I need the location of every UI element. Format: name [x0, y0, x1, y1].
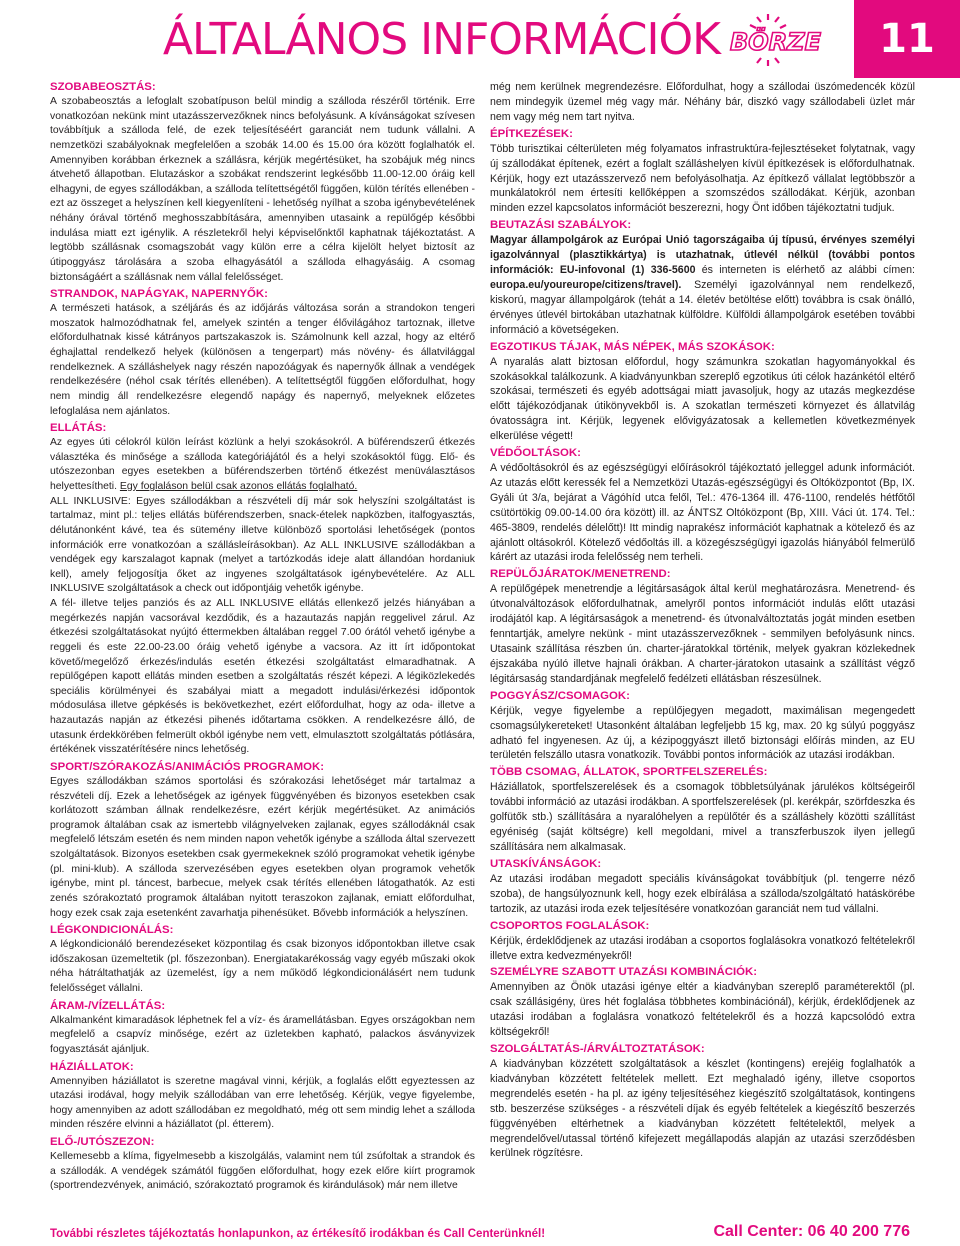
paragraph [50, 436, 475, 495]
paragraph: Az utazási irodában megadott speciális kívánságokat továbbítjuk (pl. tengerre néző szoba), de hangsúlyoznunk kell, hogy ezek elbírálása a szálloda/szolgáltató hatáskörébe tartozik, az utazási iroda ezek teljesítésére vonatkozóan garanciát nem tud vállalni. [490, 872, 915, 915]
paragraph: még nem kerülnek megrendezésre. Előfordulhat, hogy a szállodai üszómedencék közül nem mindegyik üzemel még vagy már. Néhány bár, diszkó vagy szállodabeli üzlet már nem vagy még nem tart nyitva. [490, 81, 915, 123]
borze-logo [728, 14, 850, 66]
section-title-strandok: STRANDOK, NAPÁGYAK, NAPERNYŐK: [50, 288, 268, 301]
paragraph: Háziállatok, sportfelszerelések és a csomagok többletsúlyának járulékos költségeiről további információ az utazási irodákban. A sportfelszerelések (pl. kerékpár, szörfdeszka és golfütők stb.) szállítására a nyaralóhelyen a repülőtér és a szálláshely közötti szállítást egyéniség (saját költségre) kell megoldani, mivel a transzferbuszok ilyen jellegű szállítására nem alkalmasak. [490, 781, 915, 853]
section-title-szemelyre-szabott: SZEMÉLYRE SZABOTT UTAZÁSI KOMBINÁCIÓK: [490, 966, 758, 979]
right-column [490, 80, 915, 1161]
paragraph: Alkalmanként kimaradások léphetnek fel a víz- és áramellátásban. Egyes országokban nem megfelelő a csapvíz minősége, ezért az üzletekben kapható, palackos ásványvizek fogyasztását ajánljuk. [50, 1014, 475, 1055]
section-title-egzotikus: EGZOTIKUS TÁJAK, MÁS NÉPEK, MÁS SZOKÁSOK: [490, 340, 775, 353]
page-number: 11 [854, 0, 960, 78]
section-title-repulojaratok: REPÜLŐJÁRATOK/MENETREND: [490, 568, 671, 581]
paragraph: Kellemesebb a klíma, figyelmesebb a kiszolgálás, valamint nem túl zsúfoltak a strandok és a szállodák. A vendégek számától függően előfordulhat, hogy ezek előre kiírt programok (sportrendezvények, animáció, szórakoztató programok és kirándulások) már nem illetve [50, 1151, 475, 1192]
paragraph: A védőoltásokról és az egészségügyi előírásokról tájékoztató jelleggel adunk információt. Az utazás előtt keressék fel a Nemzetközi Utazás-egészségügyi és Oltóközpontot (Bp, IX. Gyáli út 3/a, bejárat a Vágóhíd utca felől, Tel.: 476-1364 ill. 476-1100, rendelés hétfőtől csütörtökig 09.00-14.00 óra között) ill. az ÁNTSZ Oltóközpont (Bp, XIII. Váci út. 174. Tel.: 465-3809, rendelés délelőtt)! Itt mindig naprakész információt kaphatnak a kötelező és az ajánlott oltásokról. Kötelező védőoltás ill. a közegészségügyi igazolás hiányából felmerülő kárért az utazási iroda felelősség nem terheli. [490, 462, 915, 564]
paragraph: Több turisztikai célterületen még folyamatos infrastruktúra-fejlesztéseket folytatnak, vagy új szállodákat építenek, ezért a foglalt szálláshelyen kívül építkezések is előfordulhatnak. Kérjük, hogy ezt utazásszervező nem befolyásolhatja. Az építkező vállalat legtöbbször a munkálatokról nem értesíti kellőképpen a szomszédos szállodákat. Kérjük, azonban minden ezzel kapcsolatos információt beszerezni, hogy Önt időben tájékoztatni tudjuk. [490, 142, 915, 215]
paragraph: A természeti hatások, a széljárás és az időjárás változása során a strandokon tengeri moszatok halmozódhatnak fel, amelyek szintén a tenger élővilágához tartoznak, illetve előfordulhatnak kissé kátrányos partszakaszok is. Számolnunk kell azzal, hogy az eltérő éghajlattal rendelkező helyek (különösen a tengerpart) más növény- és állatvilággal rendelkeznek. A szálláshelyek nagy részén napozóágyak és napernyők állnak a vendégek rendelkezésére (néhol csak térítés ellenében). A telítettségtől függően előfordulhat, hogy nem mindig áll rendelkezésre elegendő napágy és napernyő, melyeknek előzetes lefoglalása nem ajánlatos. [50, 303, 475, 417]
section-title-utaskivansagok: UTASKÍVÁNSÁGOK: [490, 857, 602, 870]
footer-note: További részletes tájékoztatás honlapunkon, az értékesítő irodákban és Call Centerünknél! [50, 1228, 546, 1240]
page-footer [0, 1223, 960, 1246]
page-title: ÁLTALÁNOS INFORMÁCIÓK [162, 14, 720, 65]
paragraph: A szobabeosztás a lefoglalt szobatípuson belül mindig a szálloda részéről történik. Erre vonatkozóan nekünk mint utazásszervezőknek nincs befolyásunk. A kívánságokat szívesen továbbítjuk a szálloda felé, de ezek teljesítéséért garanciát nem tudunk vállalni. A nemzetközi szabályoknak megfelelően a szobák 14.00 és 15.00 óra között foglalhatók el. Amennyiben korábban érkeznek a szállásra, kérjük megértésüket, ha szobájuk még nincs átvehető állapotban. Elutazáskor a szobákat rendszerint legkésőbb 11.00-12.00 óráig kell elhagyni, de egyes szállodákban, a szálloda telítettségétől függően, külön térítés ellenében - ezt az összeget a helyszínen kell kiegyenlíteni - lehetőség nyílhat a szoba igénybevételének néhány órával történő meghosszabbítására, amennyiben utasaink a repülőgép későbbi indulása miatt ezt igénylik. A részletekről helyi képviselőnktől kaphatnak tájékoztatást. A legtöbb szállásnak csomagszobát vagy külön erre a célra kijelölt helyet biztosít az útipoggyász tárolására a szoba elhagyásától a szálloda elhagyásáig. A csomag biztonságáért a szállásnak nem vállal felelősséget. [50, 96, 475, 283]
paragraph: A légkondicionáló berendezéseket központilag és csak bizonyos időpontokban illetve csak időszakosan üzemeltetik (pl. főszezonban). Energiatakarékosság vagy egyéb műszaki okok néha hátráltathatják az üzemelést, így a nem működő légkondicionálásért nem tudunk felelősséget vállalni. [50, 939, 475, 994]
section-title-legkondicionalas: LÉGKONDICIONÁLÁS: [50, 924, 174, 937]
section-title-vedooltasok: VÉDŐOLTÁSOK: [490, 447, 581, 460]
section-title-szolgaltatas: SZOLGÁLTATÁS-/ÁRVÁLTOZTATÁSOK: [490, 1043, 705, 1056]
paragraph-text: Személyi igazolvánnyal nem rendelkező, kiskorú, magyar állampolgárok (tehát a 14. életév betöltése előtt) továbbra is csak önálló, érvényes útlevél birtokában utazhatnak külföldre. Külföldi állampolgárok esetében további információ a követségeken. [490, 278, 915, 336]
logo-text: BÖRZE [730, 28, 821, 56]
paragraph: Kérjük, vegye figyelembe a repülőjegyen megadott, maximálisan megengedett csomagsúlykereteket! Utasonként általában legfeljebb 15 kg, max. 20 kg súlyú poggyász adható fel ingyenesen. Az új, a kézipoggyászt illető biztonsági előírás minden, az EU területén felszállo utasra vonatkozik. További pontos információk az utazási irodákban. [490, 704, 915, 762]
section-title-aram-viz: ÁRAM-/VÍZELLÁTÁS: [50, 999, 166, 1012]
section-title-epitkezesek: ÉPÍTKEZÉSEK: [490, 127, 573, 140]
paragraph: Kérjük, érdeklődjenek az utazási irodában a csoportos foglalásokra vonatkozó feltételekről illetve extra kedvezményekről! [490, 934, 915, 962]
section-title-ellatas: ELLÁTÁS: [50, 422, 107, 435]
section-title-haziallatok: HÁZIÁLLATOK: [50, 1060, 134, 1073]
section-title-tobb-csomag: TÖBB CSOMAG, ÁLLATOK, SPORTFELSZERELÉS: [490, 766, 768, 779]
url-text: europa.eu/youreurope/citizens/travel). [490, 278, 682, 291]
call-center-number: Call Center: 06 40 200 776 [713, 1223, 910, 1240]
section-title-elo-utoszezon: ELŐ-/UTÓSZEZON: [50, 1136, 155, 1148]
section-title-szobabeosztas: SZOBABEOSZTÁS: [50, 81, 156, 93]
page-header [0, 0, 960, 78]
paragraph-text: Az egyes úti célokról külön leírást közlünk a helyi szokásokról. A büférendszerű étkezés választéka és minősége a szálloda kategóriájától és a helyi szokásoktól függ. Elő- és utószezonban egyes esetekben a büférendszerben történő étkezést menüválasztásos helyettesítheti. [50, 437, 475, 492]
section-title-poggyasz: POGGYÁSZ/CSOMAGOK: [490, 689, 630, 702]
paragraph: Amennyiben az Önök utazási igénye eltér a kiadványban szereplő paraméterektől (pl. csak szállásigény, üres hét foglalása többhetes kombinációnál), kérjük, érdeklődjenek az utazási irodában a foglalásra vonatkozó feltételekről és a hozzá kapcsolódó extra költségekről! [490, 981, 915, 1039]
paragraph: ALL INKLUSIVE: Egyes szállodákban a részvételi díj már sok helyszíni szolgáltatást is tartalmaz, mint pl.: teljes ellátás büférendszerben, snack-ételek napközben, italfogyasztás, délutánonként kávé, tea és sütemény illetve különböző sportolási lehetőségek (pontos információk erre vonatkozóan a szállásleírásokban). Az ALL INKLUSIVE szállodákban a vendégek egy karszalagot kapnak (melyet a tartózkodás ideje alatt állandóan hordaniuk kell), amely feljogosítja őket az ingyenes szolgáltatások igénybevételére. Az ALL INKLUSIVE szolgáltatások a check out időpontjáig vehetők igénybe. [50, 495, 475, 595]
section-title-csoportos: CSOPORTOS FOGLALÁSOK: [490, 919, 650, 932]
section-title-beutazasi: BEUTAZÁSI SZABÁLYOK: [490, 219, 632, 232]
paragraph: A nyaralás alatt biztosan előfordul, hogy számunkra szokatlan hagyományokkal és szokásokkal találkozunk. A kiadványunkban szereplő egzotikus úti célok hazánkétól eltérő szokásai, természeti és egyéb adottságai miatt javasoljuk, hogy az utazás megkezdése előtt tájékozódjanak útikönyvekből is. A szokatlan természeti környezet és állatvilág óvatosságra int. Kérjük, legyenek elővigyázatosak a kellemetlen következmények elkerülése végett! [490, 355, 915, 443]
left-column [50, 80, 475, 1194]
paragraph [490, 233, 915, 337]
bold-text: Magyar állampolgárok az Európai Unió tagországaiba új típusú, érvényes személyi igazolvánnyal (plasztikkártya) is utazhatnak, útlevél nélkül (további pontos információk: EU-infovonal (1) 336-5600 [490, 234, 915, 277]
paragraph: A repülőgépek menetrendje a légitársaságok által kerül meghatározásra. Menetrend- és útvonalváltozások előfordulhatnak, amelyről pontos információt indulás előtt utazási irodájától kap. A légitársaságok a menetrend- és útvonalváltoztatás jogát minden esetben fenntartják, amelyre nekünk - mint utazásszervezőknek - semmilyen befolyásunk nincs. Utasaink szállítása részben ún. charter-járatokkal történik, melyek gyakran közlekednek éjszakába nyúló illetve hajnali órákban. A charter-járatokon utasaink a szállítást végző légitársaság standardjának megfelelő fedélzeti ellátásban részesülnek. [490, 583, 915, 685]
section-title-sport: SPORT/SZÓRAKOZÁS/ANIMÁCIÓS PROGRAMOK: [50, 760, 325, 773]
underlined-note: Egy foglaláson belül csak azonos ellátás foglalható. [119, 481, 358, 492]
paragraph: A kiadványban közzétett szolgáltatások a készlet (kontingens) erejéig foglalhatók a kiadványban közzétett feltételek mellett. Ezt meghaladó igény, illetve csoportos megrendelés esetén - ha pl. az igény teljesítéséhez kiegészítő szolgáltatások, kontingens stb. beszerzése szükséges - a részvételi díjak és egyéb feltételek a kiegészítő beszerzés függvényében eltérhetnek a kiadványban közzétett feltételektől, melyek a megrendelővel/utassal történő kifejezett megállapodás alapján az utazási szerződésben kerülnek rögzítésre. [490, 1058, 915, 1160]
paragraph: Amennyiben háziállatot is szeretne magával vinni, kérjük, a foglalás előtt egyeztessen az utazási irodával, hogy melyik szállodában van erre lehetőség. Kérjük, vegye figyelembe, hogy amennyiben az adott szállodában ez megoldható, még ott sem mindig lehet a szálloda minden részére elvinni a háziállatot (pl. étterem). [50, 1075, 475, 1131]
paragraph: A fél- illetve teljes panziós és az ALL INKLUSIVE ellátás ellenkező jelzés hiányában a megérkezés napján vacsorával kezdődik, és a hazautazás napján reggelivel zárul. Az étkezési szolgáltatásokat nyújtó éttermekben általában reggel 7.00 órától vehető igénybe a reggeli és este 22.00-23.00 óráig vehető igénybe a vacsora. Az itt írt időpontokat követő/megelőző érkezés/indulás esetén étkezési szolgáltatást elmaradhatnak. A repülőgépen kapott ellátás minden esetben a szolgáltatás részét képezi. A légiközlekedés speciális körülményei és szabályai miatt a megadott indulási/érkezési időpontok módosulása illetve gépkésés is bekövetkezhet, ezért előfordulhat, hogy az oda- illetve a hazautazás napján az étkezési pihenés időtartama csökken. A rendelkezésre álló, de utasunk érdekkörében felmerült okból igénybe nem vett, elmulasztott szolgáltatás pótlására, értékének visszatérítésére nincs lehetőség. [50, 598, 475, 756]
paragraph: Egyes szállodákban számos sportolási és szórakozási lehetőséget már tartalmaz a részvételi díj. Ezek a lehetőségek az igények függvényében és bizonyos esetekben csak korlátozott számban állnak rendelkezésre, ezért kérjük megértésüket. Az animációs programok általában csak az ismertebb világnyelveken zajlanak, egyes szállodáknál csak megfelelő létszám esetén és nem minden napon vehetők igénybe a szálloda által szervezett szolgáltatások. Bizonyos esetekben csak gyermekeknek szóló programokat vehetik igénybe (pl. mini-klub). A szálloda szervezésében egyes esetekben olyan programok vehetők igénybe, mint pl. táncest, barbecue, melyek csak térítés ellenében látogathatók. Az esti zenés szórakoztató programok általában nyitott teraszokon zajlanak, emiatt előfordulhat, hogy ezek csak zaja esetenként zavarhatja pihenésüket. Bővebb információk a helyszínen. [50, 775, 475, 919]
paragraph-text: és interneten is elérhető az alábbi címen: [695, 264, 915, 277]
